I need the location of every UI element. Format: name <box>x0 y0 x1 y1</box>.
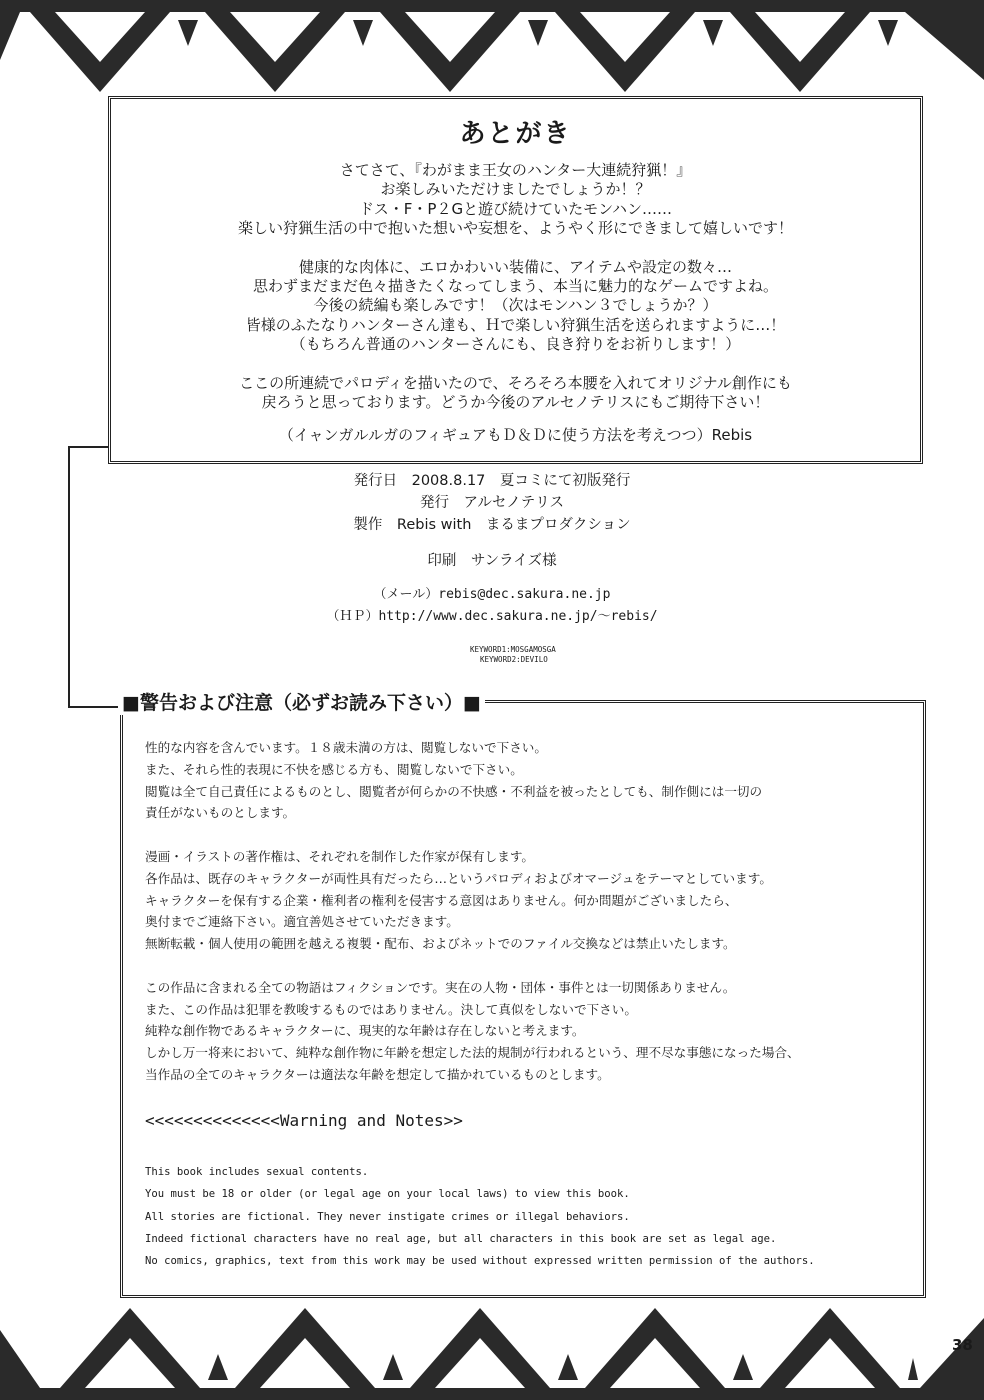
connector-line-top <box>68 446 110 448</box>
colophon-publisher: 発行 アルセノテリス <box>420 495 564 511</box>
warning-line: 奥付までご連絡下さい。適宜善処させていただきます。 <box>145 914 459 930</box>
afterword-line: さてさて、『わがまま王女のハンター大連続狩猟！』 <box>339 161 692 179</box>
warning-body-english <box>145 1161 815 1272</box>
warning-line: 漫画・イラストの著作権は、それぞれを制作した作家が保有します。 <box>145 848 535 864</box>
english-line: Indeed fictional characters have no real age, but all characters in this book are set as legal age. <box>145 1232 777 1245</box>
afterword-signature: （イャンガルルガのフィギュアもＤ＆Ｄに使う方法を考えつつ）Rebis <box>278 426 753 445</box>
colophon-date: 発行日 2008.8.17 夏コミにて初版発行 <box>353 473 631 489</box>
warning-line: 性的な内容を含んでいます。１８歳未満の方は、閲覧しないで下さい。 <box>145 740 547 755</box>
afterword-box <box>108 96 923 464</box>
afterword-line: 皆様のふたなりハンターさん達も、Ｈで楽しい狩猟生活を送られますように…！ <box>245 315 786 334</box>
english-line: No comics, graphics, text from this work may be used without expressed written permission of the authors. <box>145 1255 815 1268</box>
warning-line: キャラクターを保有する企業・権利者の権利を侵害する意図はありません。何か問題がございましたら、 <box>145 892 738 908</box>
afterword-line: ここの所連続でパロディを描いたので、そろそろ本腰を入れてオリジナル創作にも <box>239 373 792 392</box>
afterword-line: 今後の続編も楽しみです！（次はモンハン３でしょうか？） <box>313 296 718 315</box>
afterword-line: 健康的な肉体に、エロかわいい装備に、アイテムや設定の数々… <box>299 257 732 276</box>
warning-line: 閲覧は全て自己責任によるものとし、閲覧者が何らかの不快感・不利益を被ったとしても、制作側には一切の <box>145 783 763 799</box>
decorative-border-top <box>0 0 984 100</box>
afterword-line: 楽しい狩猟生活の中で抱いた想いや妄想を、ようやく形にできまして嬉しいです！ <box>237 219 793 238</box>
warning-box <box>120 700 926 1298</box>
afterword-line: ドス・F・P２Gと遊び続けていたモンハン…… <box>358 199 673 218</box>
afterword-body <box>111 161 920 446</box>
afterword-title: あとがき <box>459 119 572 149</box>
warning-line: 無断転載・個人使用の範囲を越える複製・配布、およびネットでのファイル交換などは禁止いたします。 <box>145 936 736 952</box>
keyword-1: KEYWORD1:MOSGAMOSGA <box>470 645 556 654</box>
afterword-line: お楽しみいただけましたでしょうか！？ <box>380 180 651 199</box>
english-line: All stories are fictional. They never instigate crimes or illegal behaviors. <box>145 1210 630 1223</box>
page-number: 38 <box>952 1336 973 1354</box>
warning-header: ■警告および注意（必ずお読み下さい）■ <box>118 688 485 715</box>
keyword-2: KEYWORD2:DEVILO <box>480 655 548 664</box>
colophon-printer: 印刷 サンライズ様 <box>427 553 557 569</box>
keywords <box>470 645 556 665</box>
warning-line: また、それら性的表現に不快を感じる方も、閲覧しないで下さい。 <box>145 761 523 777</box>
english-line: This book includes sexual contents. <box>145 1166 369 1178</box>
warning-line: 責任がないものとします。 <box>145 805 296 821</box>
colophon-production: 製作 Rebis with まるまプロダクション <box>353 517 631 533</box>
warning-english-header: <<<<<<<<<<<<<<Warning and Notes>> <box>145 1111 463 1130</box>
colophon <box>0 470 984 628</box>
colophon-homepage: （ＨＰ）http://www.dec.sakura.ne.jp/～rebis/ <box>326 609 658 624</box>
warning-line: 各作品は、既存のキャラクターが両性具有だったら…というパロディおよびオマージュをテーマとしています。 <box>145 870 772 886</box>
warning-line: 当作品の全てのキャラクターは適法な年齢を想定して描かれているものとします。 <box>145 1066 610 1082</box>
colophon-mail: （メール）rebis@dec.sakura.ne.jp <box>373 587 611 602</box>
decorative-border-bottom <box>0 1300 984 1400</box>
warning-line: この作品に含まれる全ての物語はフィクションです。実在の人物・団体・事件とは一切関係ありません。 <box>145 979 736 995</box>
english-line: You must be 18 or older (or legal age on your local laws) to view this book. <box>145 1188 630 1201</box>
warning-body-japanese <box>145 737 800 1086</box>
afterword-line: 戻ろうと思っております。どうか今後のアルセノテリスにもご期待下さい！ <box>261 393 770 412</box>
afterword-line: （もちろん普通のハンターさんにも、良き狩りをお祈りします！） <box>290 335 741 354</box>
warning-line: また、この作品は犯罪を教唆するものではありません。決して真似をしないで下さい。 <box>145 1001 637 1017</box>
warning-line: しかし万一将来において、純粋な創作物に年齢を想定した法的規制が行われるという、理不尽な事態になった場合、 <box>145 1045 800 1061</box>
afterword-line: 思わずまだまだ色々描きたくなってしまう、本当に魅力的なゲームですよね。 <box>252 277 778 296</box>
connector-line-bottom <box>68 706 122 708</box>
warning-line: 純粋な創作物であるキャラクターに、現実的な年齢は存在しないと考えます。 <box>145 1023 585 1039</box>
